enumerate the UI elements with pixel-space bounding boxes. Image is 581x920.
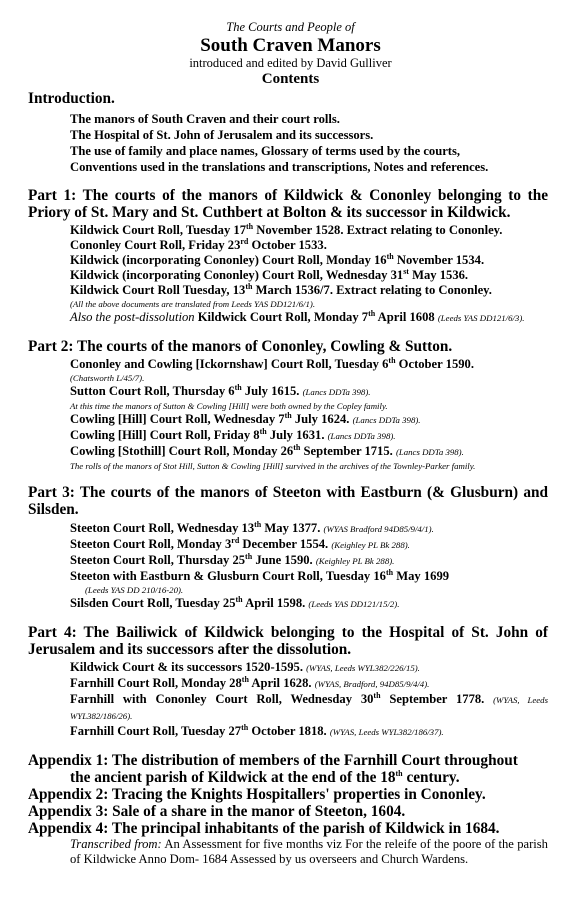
part1-heading: Part 1: The courts of the manors of Kildwick & Cononley belonging to the Priory of St. Mary and St. Cuthbert at Bolton & its successor in Kildwick. xyxy=(28,187,548,222)
entry: Farnhill Court Roll, Tuesday 27th October 1818. (WYAS, Leeds WYL382/186/37). xyxy=(70,722,444,739)
entry: Kildwick Court Roll Tuesday, 13th March 1536/7. Extract relating to Cononley. xyxy=(70,281,492,298)
entry: Steeton Court Roll, Thursday 25th June 1590. (Keighley PL Bk 288). xyxy=(70,551,395,568)
entry: Cononley Court Roll, Friday 23rd October 1533. xyxy=(70,236,327,253)
intro-item: The Hospital of St. John of Jerusalem and its successors. xyxy=(70,128,374,143)
part4-heading: Part 4: The Bailiwick of Kildwick belonging to the Hospital of St. John of Jerusalem and its successors after the dissolution. xyxy=(28,624,548,659)
entry: Silsden Court Roll, Tuesday 25th April 1598. (Leeds YAS DD121/15/2). xyxy=(70,594,400,611)
part3-section xyxy=(28,484,548,612)
entry: Cowling [Hill] Court Roll, Wednesday 7th July 1624. (Lancs DDTa 398). xyxy=(70,410,421,427)
introduction-section xyxy=(28,90,548,175)
byline: introduced and edited by David Gulliver xyxy=(189,56,392,71)
entry: Sutton Court Roll, Thursday 6th July 1615. (Lancs DDTa 398). xyxy=(70,382,371,399)
appendix-4-note: Transcribed from: An Assessment for five months viz For the releife of the poore of the parish of Kildwicke Anno Dom- 1684 Assessed by us overseers and Church Wardens. xyxy=(70,837,548,867)
part2-heading: Part 2: The courts of the manors of Cononley, Cowling & Sutton. xyxy=(28,338,453,356)
entry: Kildwick Court & its successors 1520-1595. (WYAS, Leeds WYL382/226/15). xyxy=(70,660,420,675)
entry: Cowling [Hill] Court Roll, Friday 8th July 1631. (Lancs DDTa 398). xyxy=(70,426,396,443)
source-note: The rolls of the manors of Stot Hill, Sutton & Cowling [Hill] survived in the archives of the Townley-Parker family. xyxy=(70,461,476,472)
source-note: At this time the manors of Sutton & Cowling [Hill] were both owned by the Copley family. xyxy=(70,401,388,412)
intro-item: The manors of South Craven and their court rolls. xyxy=(70,112,340,127)
entry: Farnhill Court Roll, Monday 28th April 1628. (WYAS, Bradford, 94D85/9/4/4). xyxy=(70,674,430,691)
source-note: (All the above documents are translated from Leeds YAS DD121/6/1). xyxy=(70,299,316,310)
part2-section xyxy=(28,338,548,472)
entry: Farnhill with Cononley Court Roll, Wednesday 30th September 1778. (WYAS, Leeds WYL382/186/26). xyxy=(70,690,548,722)
document-header xyxy=(0,20,581,88)
contents-heading: Contents xyxy=(261,71,320,88)
entry: Also the post-dissolution Kildwick Court Roll, Monday 7th April 1608 (Leeds YAS DD121/6/3). xyxy=(70,308,525,325)
part1-section xyxy=(28,187,548,326)
entry: Kildwick (incorporating Cononley) Court Roll, Monday 16th November 1534. xyxy=(70,251,485,268)
intro-item: Conventions used in the translations and transcriptions, Notes and references. xyxy=(70,160,489,175)
part3-heading: Part 3: The courts of the manors of Steeton with Eastburn (& Glusburn) and Silsden. xyxy=(28,484,548,519)
intro-item: The use of family and place names, Glossary of terms used by the courts, xyxy=(70,144,461,159)
introduction-heading: Introduction. xyxy=(28,90,115,108)
source-ref: (Leeds YAS DD 210/16-20). xyxy=(85,585,184,596)
appendix-2: Appendix 2: Tracing the Knights Hospitallers' properties in Cononley. xyxy=(28,786,486,804)
entry: Steeton Court Roll, Monday 3rd December 1554. (Keighley PL Bk 288). xyxy=(70,535,410,552)
appendix-4: Appendix 4: The principal inhabitants of the parish of Kildwick in 1684. xyxy=(28,820,500,838)
entry: Steeton with Eastburn & Glusburn Court Roll, Tuesday 16th May 1699 xyxy=(70,567,450,584)
entry: Kildwick (incorporating Cononley) Court Roll, Wednesday 31st May 1536. xyxy=(70,266,469,283)
entry: Cowling [Stothill] Court Roll, Monday 26th September 1715. (Lancs DDTa 398). xyxy=(70,442,464,459)
entry: Kildwick Court Roll, Tuesday 17th November 1528. Extract relating to Cononley. xyxy=(70,221,503,238)
book-title: South Craven Manors xyxy=(200,35,381,56)
appendix-1: Appendix 1: The distribution of members of the Farnhill Court throughout the ancient parish of Kildwick at the end of the 18th century. xyxy=(28,752,518,787)
appendices-section xyxy=(28,752,548,867)
source-ref: (Chatsworth L/45/7). xyxy=(70,373,145,384)
entry: Steeton Court Roll, Wednesday 13th May 1377. (WYAS Bradford 94D85/9/4/1). xyxy=(70,519,434,536)
part4-section xyxy=(28,624,548,740)
series-title: The Courts and People of xyxy=(226,20,355,34)
appendix-3: Appendix 3: Sale of a share in the manor of Steeton, 1604. xyxy=(28,803,406,821)
entry: Cononley and Cowling [Ickornshaw] Court Roll, Tuesday 6th October 1590. xyxy=(70,355,474,372)
